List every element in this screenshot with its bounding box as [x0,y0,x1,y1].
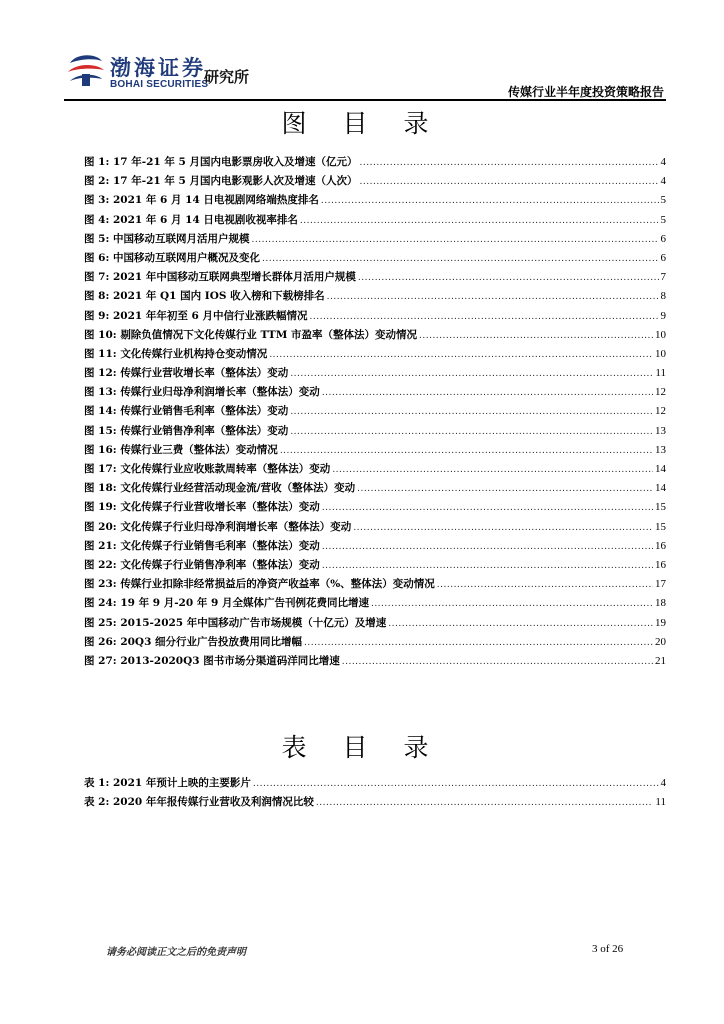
brand-name-cn: 渤海证券 [110,56,206,80]
toc-entry-label: 图 24: [84,597,117,610]
toc-entry-page: 6 [660,232,666,245]
toc-entry-page: 15 [655,501,666,514]
toc-entry-page: 13 [655,424,666,437]
toc-entry-label: 图 6: [84,251,110,264]
toc-entry-label: 图 25: [84,616,117,629]
toc-entry-title: 2021 年年初至 6 月中信行业涨跌幅情况 [113,309,308,322]
toc-entry-page: 20 [655,635,666,648]
toc-entry-page: 21 [655,654,666,667]
toc-entry[interactable] [84,346,666,365]
toc-entry-page: 18 [655,597,666,610]
toc-entry-page: 10 [655,328,666,341]
toc-entry-page: 12 [655,386,666,399]
toc-entry-page: 11 [655,796,666,809]
toc-leader-dots [332,465,653,475]
toc-entry-title: 剔除负值情况下文化传媒行业 TTM 市盈率（整体法）变动情况 [120,328,417,341]
toc-entry[interactable] [84,519,666,538]
toc-entry-label: 图 27: [84,654,117,667]
toc-leader-dots [360,158,659,168]
toc-entry-title: 17 年-21 年 5 月国内电影观影人次及增速（人次） [113,175,358,188]
toc-entry-label: 图 17: [84,463,117,475]
toc-leader-dots [262,254,659,264]
toc-leader-dots [280,446,653,456]
toc-entry-title: 2015-2025 年中国移动广告市场规模（十亿元）及增速 [120,616,387,629]
toc-leader-dots [269,350,653,360]
toc-entry-page: 6 [660,251,666,264]
toc-entry-page: 4 [660,175,666,188]
toc-entry-page: 4 [660,156,666,168]
toc-leader-dots [388,619,653,629]
report-type-label: 传媒行业半年度投资策略报告 [507,85,664,99]
toc-leader-dots [357,484,653,494]
toc-entry[interactable] [84,576,666,595]
toc-leader-dots [322,561,653,571]
toc-entry[interactable] [84,308,666,327]
toc-entry[interactable] [84,557,666,576]
tables-toc-title: 表 目 录 [281,733,443,762]
toc-entry-title: 文化传媒行业机构持仓变动情况 [120,347,268,360]
toc-entry-page: 8 [660,290,666,303]
toc-entry[interactable] [84,173,666,192]
toc-entry-page: 14 [655,482,666,495]
toc-entry-label: 图 1: [84,156,110,168]
toc-entry-label: 图 9: [84,309,110,322]
toc-entry-title: 20Q3 细分行业广告投放费用同比增幅 [120,635,303,648]
toc-entry-title: 文化传媒子行业营收增长率（整体法）变动 [120,501,320,514]
toc-entry-title: 传媒行业销售净利率（整体法）变动 [120,424,289,437]
toc-leader-dots [437,580,653,590]
toc-leader-dots [360,177,659,187]
toc-entry[interactable] [84,365,666,384]
toc-leader-dots [290,407,653,417]
toc-entry-label: 表 1: [84,777,110,789]
toc-entry[interactable] [84,192,666,211]
page-header [0,0,724,100]
toc-entry-label: 图 21: [84,539,117,552]
toc-entry[interactable] [84,269,666,288]
toc-entry-page: 14 [655,463,666,475]
toc-entry-page: 12 [655,405,666,418]
toc-entry-page: 13 [655,443,666,456]
footer-disclaimer: 请务必阅读正文之后的免责声明 [106,947,246,958]
toc-entry[interactable] [84,288,666,307]
toc-entry-page: 7 [660,271,666,284]
brand-name-en: BOHAI SECURITIES [110,79,209,90]
toc-entry-label: 图 10: [84,328,117,341]
toc-entry-label: 图 2: [84,175,110,188]
toc-entry-title: 2013-2020Q3 图书市场分渠道码洋同比增速 [120,654,340,667]
toc-entry[interactable] [84,775,666,794]
toc-leader-dots [342,657,653,667]
toc-entry-title: 17 年-21 年 5 月国内电影票房收入及增速（亿元） [113,156,358,168]
toc-entry-page: 5 [660,194,666,207]
toc-entry-page: 10 [655,347,666,360]
toc-leader-dots [252,235,659,245]
toc-entry[interactable] [84,480,666,499]
toc-entry-label: 图 18: [84,482,117,495]
toc-leader-dots [419,331,653,341]
toc-entry[interactable] [84,250,666,269]
toc-entry[interactable] [84,212,666,231]
toc-entry-title: 2021 年中国移动互联网典型增长群体月活用户规模 [113,271,356,284]
figures-toc-list [84,154,666,672]
toc-entry[interactable] [84,499,666,518]
toc-entry-title: 传媒行业扣除非经常损益后的净资产收益率（%、整体法）变动情况 [120,578,435,591]
toc-entry-label: 表 2: [84,796,110,809]
toc-entry-label: 图 13: [84,386,117,399]
bohai-logo-icon [66,50,106,90]
toc-entry-label: 图 23: [84,578,117,591]
tables-toc-list [84,775,666,813]
toc-leader-dots [290,427,653,437]
toc-entry[interactable] [84,461,666,480]
footer-page-number: 3 of 26 [592,943,624,955]
toc-entry[interactable] [84,442,666,461]
toc-entry[interactable] [84,634,666,653]
header-divider [64,99,666,101]
toc-entry[interactable] [84,595,666,614]
toc-entry-label: 图 20: [84,520,117,533]
toc-entry-label: 图 3: [84,194,110,207]
toc-entry-title: 文化传媒行业应收账款周转率（整体法）变动 [120,463,331,475]
toc-entry-title: 2021 年 6 月 14 日电视剧收视率排名 [113,213,298,226]
toc-entry-label: 图 15: [84,424,117,437]
toc-entry[interactable] [84,327,666,346]
toc-entry[interactable] [84,154,666,173]
department-label: 研究所 [204,68,250,86]
toc-entry-page: 16 [655,539,666,552]
toc-entry-label: 图 12: [84,367,117,380]
toc-entry-title: 2021 年预计上映的主要影片 [113,777,251,789]
toc-leader-dots [253,779,659,789]
toc-leader-dots [290,369,653,379]
toc-entry-page: 19 [655,616,666,629]
toc-entry-page: 11 [655,367,666,380]
toc-leader-dots [322,503,653,513]
toc-entry-label: 图 4: [84,213,110,226]
toc-leader-dots [327,292,659,302]
toc-leader-dots [321,196,659,206]
toc-entry[interactable] [84,615,666,634]
toc-entry-title: 2021 年 Q1 国内 IOS 收入榜和下载榜排名 [113,290,325,303]
toc-entry-title: 传媒行业三费（整体法）变动情况 [120,443,278,456]
toc-entry-label: 图 22: [84,558,117,571]
toc-entry-page: 9 [660,309,666,322]
toc-entry-page: 5 [660,213,666,226]
toc-leader-dots [300,216,659,226]
toc-entry-title: 中国移动互联网月活用户规模 [113,232,250,245]
toc-entry-title: 文化传媒子行业销售毛利率（整体法）变动 [120,539,320,552]
toc-entry-title: 文化传媒子行业销售净利率（整体法）变动 [120,558,320,571]
figures-toc-title: 图 目 录 [281,109,443,138]
toc-entry-label: 图 7: [84,271,110,284]
toc-entry-title: 中国移动互联网用户概况及变化 [113,251,260,264]
toc-entry-title: 2020 年年报传媒行业营收及利润情况比较 [113,796,314,809]
toc-leader-dots [322,388,653,398]
toc-entry-title: 传媒行业归母净利润增长率（整体法）变动 [120,386,320,399]
toc-entry-label: 图 16: [84,443,117,456]
toc-entry-title: 2021 年 6 月 14 日电视剧网络端热度排名 [113,194,319,207]
toc-entry-page: 17 [655,578,666,591]
toc-entry-title: 19 年 9 月-20 年 9 月全媒体广告刊例花费同比增速 [120,597,369,610]
toc-entry-label: 图 14: [84,405,117,418]
toc-leader-dots [353,523,653,533]
toc-entry-title: 文化传媒子行业归母净利润增长率（整体法）变动 [120,520,352,533]
toc-entry[interactable] [84,538,666,557]
toc-entry-page: 16 [655,558,666,571]
toc-entry[interactable] [84,231,666,250]
toc-entry-label: 图 8: [84,290,110,303]
toc-leader-dots [304,638,653,648]
toc-entry-title: 文化传媒行业经营活动现金流/营收（整体法）变动 [120,482,356,495]
toc-entry-label: 图 19: [84,501,117,514]
toc-entry-label: 图 5: [84,232,110,245]
toc-entry-title: 传媒行业营收增长率（整体法）变动 [120,367,289,380]
toc-entry[interactable] [84,423,666,442]
toc-leader-dots [371,599,653,609]
toc-entry-title: 传媒行业销售毛利率（整体法）变动 [120,405,289,418]
toc-leader-dots [316,798,654,808]
toc-entry[interactable] [84,653,666,672]
toc-leader-dots [358,273,659,283]
toc-entry-label: 图 11: [84,347,117,360]
toc-leader-dots [322,542,653,552]
toc-entry[interactable] [84,384,666,403]
toc-entry[interactable] [84,403,666,422]
toc-entry-page: 15 [655,520,666,533]
toc-leader-dots [310,312,659,322]
toc-entry-page: 4 [660,777,666,789]
toc-entry-label: 图 26: [84,635,117,648]
toc-entry[interactable] [84,794,666,813]
